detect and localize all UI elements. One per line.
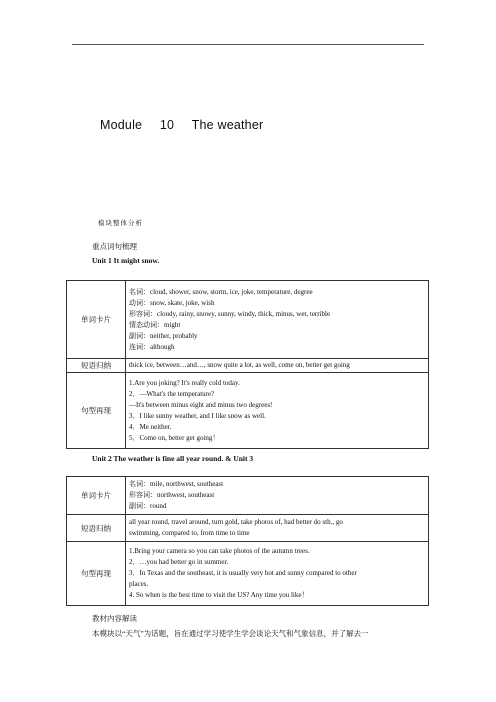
line: 形容词：northwest, southeast — [129, 491, 215, 499]
line: places. — [129, 580, 149, 588]
unit2-table — [66, 476, 429, 606]
line: swimming, compared to, from time to time — [129, 529, 250, 537]
line: 形容词：cloudy, rainy, snowy, sunny, windy, thick, minus, wet, terrible — [129, 309, 331, 318]
header-rule — [72, 44, 424, 45]
table-row — [67, 515, 429, 542]
line: 名词：cloud, shower, snow, storm, ice, joke, temperature, degree — [129, 287, 313, 296]
table-row — [67, 542, 429, 606]
table-row — [67, 281, 429, 359]
row-content — [126, 542, 429, 606]
line: 3．In Texas and the southeast, it is usually very hot and sunny compared to other — [129, 569, 357, 577]
title-number: 10 — [159, 118, 175, 132]
table-row — [67, 477, 429, 515]
line: 情态动词：might — [129, 320, 181, 329]
line: 副词：round — [129, 502, 167, 510]
footer-text: 本模块以“天气”为话题，旨在通过学习使学生学会谈论天气和气象信息，并了解去一 — [92, 629, 369, 638]
line: 1.Bring your camera so you can take photos of the autumn trees. — [129, 547, 310, 555]
title-module: Module — [100, 118, 143, 132]
page-title — [100, 118, 277, 132]
row-label: 句型再现 — [67, 373, 126, 449]
table-row — [67, 373, 429, 449]
line: 2．…you had better go in summer. — [129, 558, 229, 566]
line: —It's between minus eight and minus two degrees! — [129, 400, 273, 409]
line: all year round, travel around, turn gold, take photos of, had better do sth., go — [129, 518, 343, 526]
row-content — [126, 477, 429, 515]
row-content — [126, 281, 429, 359]
row-label: 短语归纳 — [67, 515, 126, 542]
table-row — [67, 359, 429, 373]
unit2-heading: Unit 2 The weather is fine all year round. & Unit 3 — [92, 454, 254, 463]
line: 副词：neither, probably — [129, 331, 198, 340]
unit1-heading: Unit 1 It might snow. — [92, 256, 160, 265]
row-label: 单词卡片 — [67, 281, 126, 359]
row-content — [126, 359, 429, 373]
unit1-table — [66, 280, 429, 449]
line: 名词：mile, northwest, southeast — [129, 480, 224, 488]
line: 1.Are you joking? It's really cold today. — [129, 378, 240, 387]
line: 5．Come on, better get going！ — [129, 433, 220, 442]
overview-heading: 模块整体分析 — [98, 220, 143, 227]
line: thick ice, between…and…, snow quite a lot, as well, come on, better get going — [129, 361, 350, 369]
line: 3．I like sunny weather, and I like snow as well. — [129, 411, 266, 420]
row-content — [126, 515, 429, 542]
row-label: 句型再现 — [67, 542, 126, 606]
row-label: 单词卡片 — [67, 477, 126, 515]
footer-heading: 教材内容解读 — [92, 614, 137, 623]
line: 连词：although — [129, 342, 175, 351]
row-label: 短语归纳 — [67, 359, 126, 373]
vocab-heading: 重点词句梳理 — [92, 242, 137, 251]
line: 动词：snow, skate, joke, wish — [129, 298, 215, 307]
line: 4．Me neither. — [129, 422, 172, 431]
title-topic: The weather — [191, 118, 264, 132]
line: 4. So when is the best time to visit the US? Any time you like！ — [129, 591, 309, 599]
row-content — [126, 373, 429, 449]
line: 2．—What's the temperature? — [129, 389, 215, 398]
